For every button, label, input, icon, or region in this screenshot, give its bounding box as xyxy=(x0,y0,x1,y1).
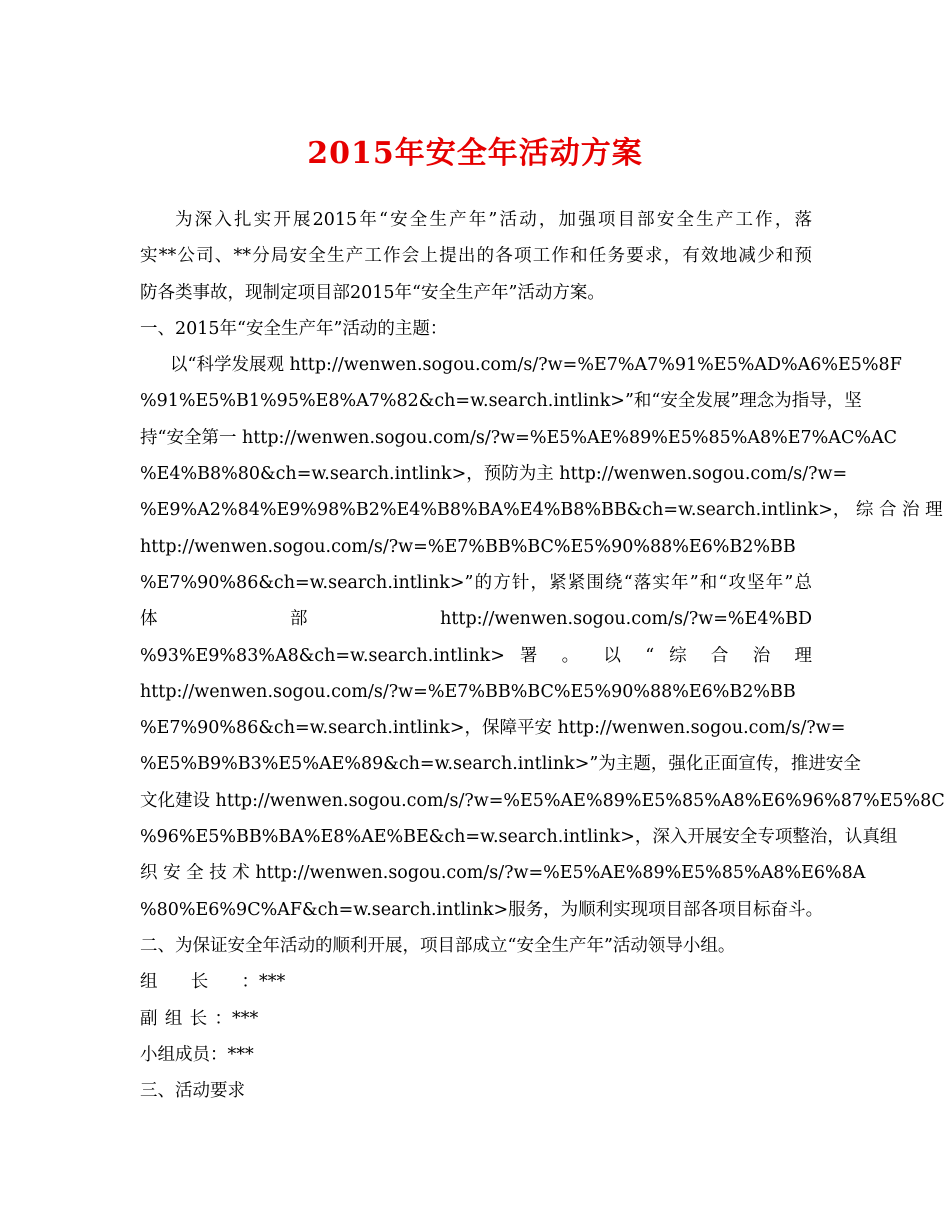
theme-line: 以“科学发展观 http://wenwen.sogou.com/s/?w=%E7%A7%91%E5%AD%A6%E5%8F xyxy=(170,355,902,376)
theme-line: %93%E9%83%A8&ch=w.search.intlink> 署 。 以 “ 综 合 治 理 xyxy=(140,645,812,666)
theme-line: %E4%B8%80&ch=w.search.intlink>，预防为主 http://wenwen.sogou.com/s/?w= xyxy=(140,464,848,485)
members-row xyxy=(140,1037,812,1073)
leader-label: 组长： xyxy=(140,972,259,993)
deputy-value: *** xyxy=(232,1008,259,1029)
theme-line: %E7%90%86&ch=w.search.intlink>”的方针，紧紧围绕“落实年”和“攻坚年”总 xyxy=(140,572,812,593)
theme-line: 织 安 全 技 术 http://wenwen.sogou.com/s/?w=%E5%AE%89%E5%85%A8%E6%8A xyxy=(140,863,866,884)
theme-line: %91%E5%B1%95%E8%A7%82&ch=w.search.intlink>”和“安全发展”理念为指导，坚 xyxy=(140,391,862,412)
document-title: 2015年安全年活动方案 xyxy=(307,136,643,171)
theme-line: %96%E5%BB%BA%E8%AE%BE&ch=w.search.intlink>，深入开展安全专项整治，认真组 xyxy=(140,827,898,848)
deputy-label: 副组长： xyxy=(140,1008,232,1029)
intro-line: 为深入扎实开展2015年“安全生产年”活动，加强项目部安全生产工作，落 xyxy=(175,210,812,230)
document-body xyxy=(140,202,945,1109)
theme-line: http://wenwen.sogou.com/s/?w=%E7%BB%BC%E5%90%88%E6%B2%BB xyxy=(140,681,796,702)
members-value: *** xyxy=(227,1044,254,1065)
theme-line: http://wenwen.sogou.com/s/?w=%E7%BB%BC%E5%90%88%E6%B2%BB xyxy=(140,536,796,557)
theme-line: 体 部 http://wenwen.sogou.com/s/?w=%E4%BD xyxy=(140,609,812,630)
section-heading-1: 一、2015年“安全生产年”活动的主题： xyxy=(140,318,448,339)
members-label: 小组成员： xyxy=(140,1044,228,1065)
theme-line: %80%E6%9C%AF&ch=w.search.intlink>服务，为顺利实现项目部各项目标奋斗。 xyxy=(140,899,824,920)
theme-line: %E9%A2%84%E9%98%B2%E4%B8%BA%E4%B8%BB&ch=w.search.intlink>， 综 合 治 理 xyxy=(140,500,943,521)
section-heading-2: 二、为保证安全年活动的顺利开展，项目部成立“安全生产年”活动领导小组。 xyxy=(140,935,736,956)
theme-line: 持“安全第一 http://wenwen.sogou.com/s/?w=%E5%AE%89%E5%85%A8%E7%AC%AC xyxy=(140,427,897,448)
deputy-row xyxy=(140,1001,812,1037)
intro-line: 实**公司、**分局安全生产工作会上提出的各项工作和任务要求，有效地减少和预 xyxy=(140,246,812,267)
leader-row xyxy=(140,964,812,1000)
theme-line: %E7%90%86&ch=w.search.intlink>，保障平安 http://wenwen.sogou.com/s/?w= xyxy=(140,718,846,739)
section-heading-3: 三、活动要求 xyxy=(140,1081,245,1102)
intro-line: 防各类事故，现制定项目部2015年“安全生产年”活动方案。 xyxy=(140,282,605,303)
theme-line: %E5%B9%B3%E5%AE%89&ch=w.search.intlink>”为主题，强化正面宣传，推进安全 xyxy=(140,754,861,775)
theme-line: 文化建设 http://wenwen.sogou.com/s/?w=%E5%AE%89%E5%85%A8%E6%96%87%E5%8C xyxy=(140,790,945,811)
leader-value: *** xyxy=(259,972,286,993)
